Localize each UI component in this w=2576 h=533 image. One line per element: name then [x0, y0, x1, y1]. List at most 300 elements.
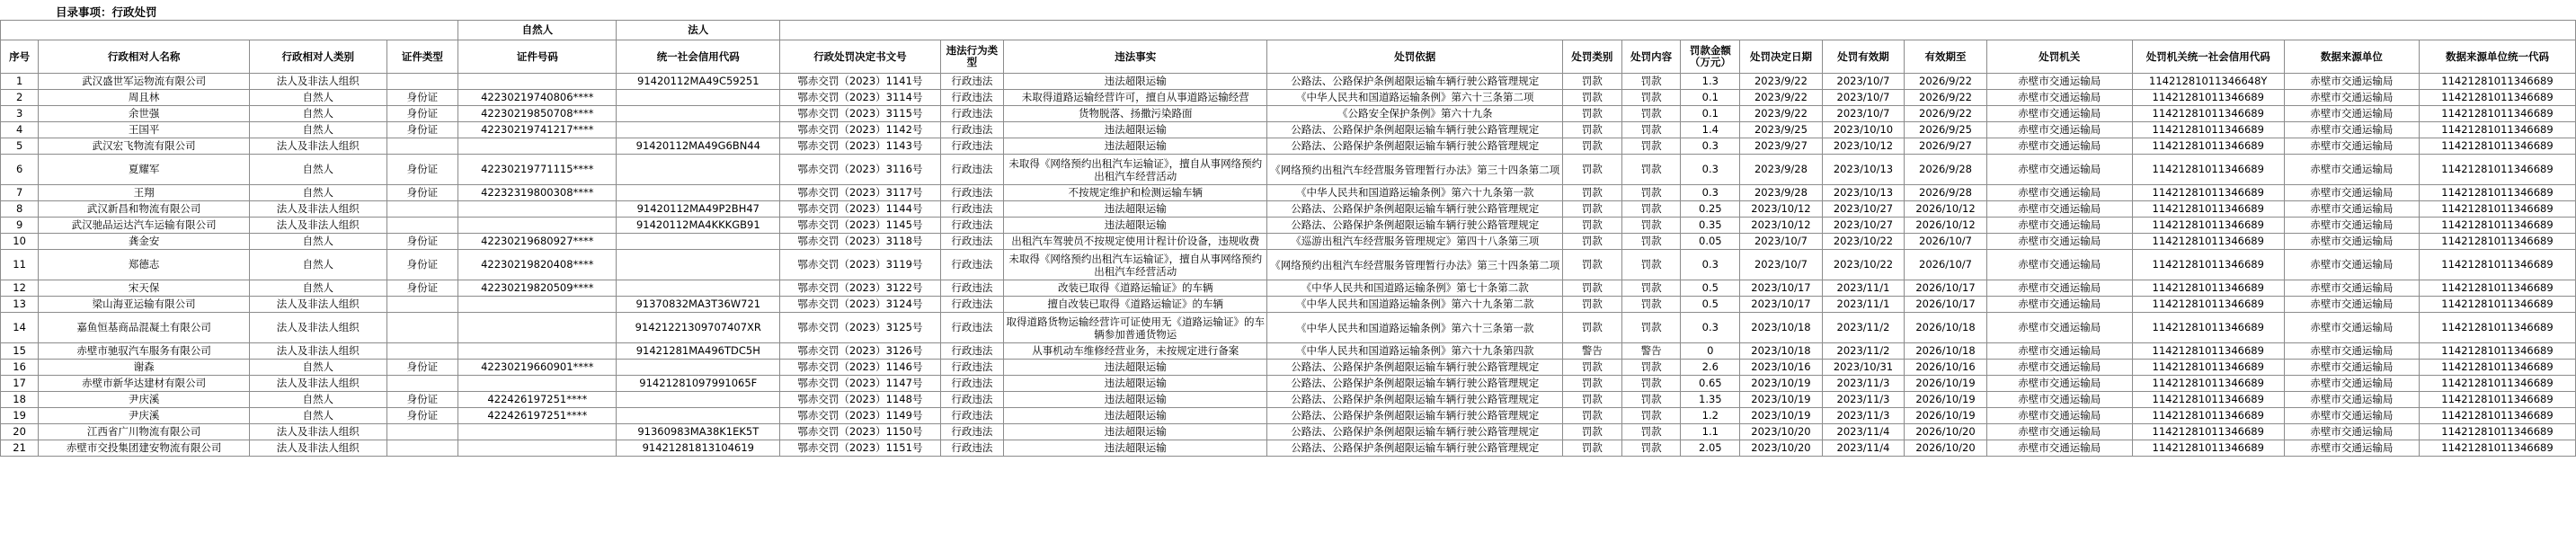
table-cell: 武汉宏飞物流有限公司 — [39, 138, 250, 155]
table-cell: 11421281011346689 — [2132, 201, 2284, 218]
table-cell: 91420112MA4KKKGB91 — [617, 218, 780, 234]
table-row — [1, 392, 2576, 408]
table-cell: 2023/11/2 — [1822, 343, 1905, 360]
table-cell: 11421281011346689 — [2419, 360, 2575, 376]
table-cell: 赤壁市交投集团建安物流有限公司 — [39, 440, 250, 457]
natural-person-group-header: 自然人 — [458, 21, 617, 40]
column-header: 处罚有效期 — [1822, 40, 1905, 74]
table-cell: 2023/9/28 — [1740, 155, 1823, 185]
table-cell: 罚款 — [1621, 376, 1681, 392]
table-cell: 8 — [1, 201, 39, 218]
table-cell — [386, 218, 458, 234]
table-cell — [386, 138, 458, 155]
table-cell: 《中华人民共和国道路运输条例》第六十九条第一款 — [1267, 185, 1563, 201]
table-cell: 11421281011346689 — [2419, 250, 2575, 280]
table-cell — [617, 90, 780, 106]
table-cell: 公路法、公路保护条例超限运输车辆行驶公路管理规定 — [1267, 440, 1563, 457]
table-cell: 法人及非法人组织 — [249, 424, 386, 440]
table-cell: 2023/9/22 — [1740, 74, 1823, 90]
table-cell: 赤壁市交通运输局 — [1986, 234, 2132, 250]
table-cell: 赤壁市交通运输局 — [2284, 424, 2419, 440]
table-cell: 赤壁市交通运输局 — [1986, 185, 2132, 201]
table-row — [1, 185, 2576, 201]
table-cell: 2023/10/13 — [1822, 185, 1905, 201]
table-cell: 5 — [1, 138, 39, 155]
table-cell: 2026/10/19 — [1905, 392, 1987, 408]
table-cell: 2026/9/28 — [1905, 155, 1987, 185]
table-cell: 罚款 — [1621, 313, 1681, 343]
table-cell: 2026/10/20 — [1905, 424, 1987, 440]
table-cell: 2023/10/18 — [1740, 313, 1823, 343]
table-cell: 警告 — [1621, 343, 1681, 360]
table-cell: 行政违法 — [940, 122, 1003, 138]
table-cell: 罚款 — [1621, 201, 1681, 218]
table-cell: 赤壁市交通运输局 — [1986, 376, 2132, 392]
table-cell: 2023/10/18 — [1740, 343, 1823, 360]
table-cell: 42230219660901**** — [458, 360, 617, 376]
table-cell: 1.3 — [1681, 74, 1740, 90]
table-cell: 行政违法 — [940, 106, 1003, 122]
table-cell: 赤壁市交通运输局 — [1986, 280, 2132, 297]
table-cell: 《中华人民共和国道路运输条例》第六十九条第二款 — [1267, 297, 1563, 313]
table-cell — [617, 185, 780, 201]
table-cell: 1.4 — [1681, 122, 1740, 138]
table-cell: 0.1 — [1681, 106, 1740, 122]
table-cell: 罚款 — [1563, 440, 1622, 457]
table-body — [1, 74, 2576, 457]
table-row — [1, 106, 2576, 122]
table-row — [1, 360, 2576, 376]
table-row — [1, 155, 2576, 185]
table-cell: 42232319800308**** — [458, 185, 617, 201]
table-cell: 11421281011346689 — [2132, 250, 2284, 280]
table-cell: 91421281MA496TDC5H — [617, 343, 780, 360]
table-cell: 赤壁市交通运输局 — [2284, 106, 2419, 122]
table-cell — [386, 343, 458, 360]
table-cell: 行政违法 — [940, 392, 1003, 408]
column-header: 违法事实 — [1004, 40, 1267, 74]
table-cell: 罚款 — [1621, 408, 1681, 424]
table-cell: 鄂赤交罚（2023）3119号 — [780, 250, 940, 280]
table-cell: 91420112MA49P2BH47 — [617, 201, 780, 218]
table-row — [1, 297, 2576, 313]
table-cell: 20 — [1, 424, 39, 440]
table-cell: 罚款 — [1563, 122, 1622, 138]
table-cell: 自然人 — [249, 408, 386, 424]
table-cell: 法人及非法人组织 — [249, 313, 386, 343]
table-cell: 11421281011346689 — [2132, 138, 2284, 155]
table-cell: 赤壁市交通运输局 — [1986, 218, 2132, 234]
table-row — [1, 138, 2576, 155]
table-cell: 公路法、公路保护条例超限运输车辆行驶公路管理规定 — [1267, 392, 1563, 408]
table-cell: 2023/9/28 — [1740, 185, 1823, 201]
table-cell: 2023/10/20 — [1740, 440, 1823, 457]
table-cell: 11421281011346689 — [2132, 392, 2284, 408]
table-cell: 赤壁市交通运输局 — [2284, 440, 2419, 457]
table-cell: 4 — [1, 122, 39, 138]
table-cell: 《巡游出租汽车经营服务管理规定》第四十八条第三项 — [1267, 234, 1563, 250]
column-header: 行政相对人类别 — [249, 40, 386, 74]
table-cell — [617, 280, 780, 297]
table-cell: 王翔 — [39, 185, 250, 201]
table-cell — [458, 74, 617, 90]
table-cell: 11421281011346689 — [2419, 234, 2575, 250]
table-row — [1, 250, 2576, 280]
table-cell: 违法超限运输 — [1004, 201, 1267, 218]
table-cell: 0.1 — [1681, 90, 1740, 106]
table-cell: 3 — [1, 106, 39, 122]
table-cell: 鄂赤交罚（2023）3122号 — [780, 280, 940, 297]
table-cell: 罚款 — [1563, 90, 1622, 106]
table-cell: 42230219740806**** — [458, 90, 617, 106]
table-cell: 2023/10/10 — [1822, 122, 1905, 138]
table-cell: 11421281011346689 — [2132, 122, 2284, 138]
table-cell: 0.3 — [1681, 250, 1740, 280]
table-cell: 13 — [1, 297, 39, 313]
table-cell: 行政违法 — [940, 74, 1003, 90]
table-cell: 罚款 — [1563, 201, 1622, 218]
table-cell: 武汉新昌和物流有限公司 — [39, 201, 250, 218]
table-cell: 11421281011346689 — [2132, 424, 2284, 440]
table-cell: 自然人 — [249, 106, 386, 122]
table-cell: 鄂赤交罚（2023）1145号 — [780, 218, 940, 234]
table-cell: 货物脱落、扬撒污染路面 — [1004, 106, 1267, 122]
table-cell: 18 — [1, 392, 39, 408]
table-cell: 违法超限运输 — [1004, 440, 1267, 457]
table-cell: 91420112MA49C59251 — [617, 74, 780, 90]
table-cell: 7 — [1, 185, 39, 201]
table-cell: 《中华人民共和国道路运输条例》第七十条第二款 — [1267, 280, 1563, 297]
table-cell — [617, 360, 780, 376]
table-cell: 鄂赤交罚（2023）1143号 — [780, 138, 940, 155]
table-cell: 行政违法 — [940, 218, 1003, 234]
table-cell: 赤壁市交通运输局 — [1986, 74, 2132, 90]
table-cell: 行政违法 — [940, 360, 1003, 376]
table-cell: 2023/10/7 — [1740, 234, 1823, 250]
table-cell: 行政违法 — [940, 90, 1003, 106]
table-cell: 未取得《网络预约出租汽车运输证》，擅自从事网络预约出租汽车经营活动 — [1004, 250, 1267, 280]
table-cell: 《公路安全保护条例》第六十九条 — [1267, 106, 1563, 122]
table-cell: 2023/10/12 — [1822, 138, 1905, 155]
table-cell: 1.2 — [1681, 408, 1740, 424]
table-cell: 91421281813104619 — [617, 440, 780, 457]
table-cell: 11421281011346689 — [2132, 297, 2284, 313]
table-cell: 罚款 — [1563, 106, 1622, 122]
table-cell: 赤壁市交通运输局 — [1986, 343, 2132, 360]
table-cell: 法人及非法人组织 — [249, 138, 386, 155]
table-cell: 法人及非法人组织 — [249, 440, 386, 457]
table-cell: 违法超限运输 — [1004, 218, 1267, 234]
table-cell: 0.05 — [1681, 234, 1740, 250]
table-cell: 2023/10/19 — [1740, 408, 1823, 424]
table-cell: 2023/10/7 — [1822, 90, 1905, 106]
table-cell: 2023/11/2 — [1822, 313, 1905, 343]
table-cell — [386, 424, 458, 440]
table-cell: 11421281011346689 — [2419, 74, 2575, 90]
table-cell: 罚款 — [1563, 138, 1622, 155]
table-cell: 11 — [1, 250, 39, 280]
table-cell — [617, 155, 780, 185]
table-cell: 91360983MA38K1EK5T — [617, 424, 780, 440]
column-header: 有效期至 — [1905, 40, 1987, 74]
table-cell: 《中华人民共和国道路运输条例》第六十三条第一款 — [1267, 313, 1563, 343]
page-title: 目录事项：行政处罚 — [56, 5, 157, 19]
table-cell: 0.3 — [1681, 138, 1740, 155]
column-header: 统一社会信用代码 — [617, 40, 780, 74]
table-cell: 91420112MA49G6BN44 — [617, 138, 780, 155]
table-cell: 尹庆溪 — [39, 392, 250, 408]
table-cell: 0.5 — [1681, 280, 1740, 297]
table-cell — [458, 297, 617, 313]
table-cell: 罚款 — [1563, 250, 1622, 280]
table-cell: 11421281011346689 — [2419, 313, 2575, 343]
table-cell: 2023/9/27 — [1740, 138, 1823, 155]
table-cell: 法人及非法人组织 — [249, 201, 386, 218]
table-cell: 罚款 — [1621, 360, 1681, 376]
table-cell: 赤壁市交通运输局 — [1986, 90, 2132, 106]
table-cell: 2023/11/3 — [1822, 408, 1905, 424]
table-row — [1, 201, 2576, 218]
table-cell — [458, 218, 617, 234]
table-cell: 自然人 — [249, 392, 386, 408]
table-cell: 罚款 — [1621, 440, 1681, 457]
table-cell: 谢森 — [39, 360, 250, 376]
table-row — [1, 74, 2576, 90]
table-cell — [386, 440, 458, 457]
group-header-row — [1, 21, 2576, 40]
table-cell: 《中华人民共和国道路运输条例》第六十三条第二项 — [1267, 90, 1563, 106]
table-cell: 罚款 — [1621, 234, 1681, 250]
table-cell: 罚款 — [1563, 392, 1622, 408]
table-cell: 赤壁市交通运输局 — [2284, 122, 2419, 138]
table-cell: 赤壁市交通运输局 — [1986, 155, 2132, 185]
table-cell: 《中华人民共和国道路运输条例》第六十九条第四款 — [1267, 343, 1563, 360]
table-cell: 行政违法 — [940, 408, 1003, 424]
table-cell: 11421281011346689 — [2419, 280, 2575, 297]
table-cell: 身份证 — [386, 122, 458, 138]
table-cell: 0.35 — [1681, 218, 1740, 234]
table-cell: 42230219741217**** — [458, 122, 617, 138]
column-header: 证件号码 — [458, 40, 617, 74]
table-cell: 梁山海亚运输有限公司 — [39, 297, 250, 313]
table-cell: 身份证 — [386, 392, 458, 408]
table-cell: 公路法、公路保护条例超限运输车辆行驶公路管理规定 — [1267, 424, 1563, 440]
column-header: 处罚内容 — [1621, 40, 1681, 74]
table-cell: 11421281011346689 — [2419, 106, 2575, 122]
table-cell: 赤壁市交通运输局 — [1986, 313, 2132, 343]
table-row — [1, 408, 2576, 424]
column-header: 违法行为类型 — [940, 40, 1003, 74]
table-cell: 16 — [1, 360, 39, 376]
table-row — [1, 90, 2576, 106]
table-cell: 法人及非法人组织 — [249, 343, 386, 360]
table-row — [1, 343, 2576, 360]
table-cell: 行政违法 — [940, 343, 1003, 360]
table-cell: 2023/10/12 — [1740, 201, 1823, 218]
table-cell: 赤壁市交通运输局 — [2284, 138, 2419, 155]
table-cell: 鄂赤交罚（2023）1148号 — [780, 392, 940, 408]
table-cell: 11421281011346689 — [2132, 280, 2284, 297]
table-cell: 11421281011346689 — [2132, 234, 2284, 250]
table-cell: 公路法、公路保护条例超限运输车辆行驶公路管理规定 — [1267, 376, 1563, 392]
table-cell: 法人及非法人组织 — [249, 297, 386, 313]
table-cell: 11421281011346689 — [2419, 343, 2575, 360]
table-cell: 罚款 — [1563, 297, 1622, 313]
table-cell: 11421281011346689 — [2419, 392, 2575, 408]
table-cell: 0.25 — [1681, 201, 1740, 218]
table-cell: 行政违法 — [940, 155, 1003, 185]
table-cell: 违法超限运输 — [1004, 122, 1267, 138]
table-cell: 2026/9/22 — [1905, 90, 1987, 106]
table-cell: 2023/10/16 — [1740, 360, 1823, 376]
table-cell: 17 — [1, 376, 39, 392]
table-cell: 11421281011346689 — [2419, 90, 2575, 106]
table-cell: 2026/10/12 — [1905, 218, 1987, 234]
table-cell — [386, 297, 458, 313]
table-cell: 11421281011346689 — [2419, 440, 2575, 457]
table-cell: 2023/10/17 — [1740, 280, 1823, 297]
table-cell: 赤壁市交通运输局 — [2284, 408, 2419, 424]
table-cell: 罚款 — [1563, 424, 1622, 440]
table-cell: 11421281011346689 — [2419, 201, 2575, 218]
table-cell: 鄂赤交罚（2023）1141号 — [780, 74, 940, 90]
table-cell: 11421281011346689 — [2132, 343, 2284, 360]
table-cell: 行政违法 — [940, 138, 1003, 155]
table-cell: 赤壁市交通运输局 — [1986, 297, 2132, 313]
table-cell: 6 — [1, 155, 39, 185]
table-cell: 2023/10/27 — [1822, 201, 1905, 218]
table-cell: 2026/10/16 — [1905, 360, 1987, 376]
table-cell: 自然人 — [249, 90, 386, 106]
table-cell: 11421281011346689 — [2132, 90, 2284, 106]
table-cell: 公路法、公路保护条例超限运输车辆行驶公路管理规定 — [1267, 408, 1563, 424]
table-cell: 公路法、公路保护条例超限运输车辆行驶公路管理规定 — [1267, 74, 1563, 90]
table-cell: 罚款 — [1621, 218, 1681, 234]
table-cell: 罚款 — [1563, 74, 1622, 90]
table-cell: 自然人 — [249, 155, 386, 185]
column-header: 行政处罚决定书文号 — [780, 40, 940, 74]
table-cell: 2023/10/22 — [1822, 250, 1905, 280]
column-header: 罚款金额（万元） — [1681, 40, 1740, 74]
table-cell: 身份证 — [386, 234, 458, 250]
table-cell: 91370832MA3T36W721 — [617, 297, 780, 313]
table-cell: 2026/10/19 — [1905, 376, 1987, 392]
table-cell: 赤壁市交通运输局 — [2284, 360, 2419, 376]
table-cell: 42230219820509**** — [458, 280, 617, 297]
table-cell: 行政违法 — [940, 376, 1003, 392]
column-header-row — [1, 40, 2576, 74]
table-cell: 0.65 — [1681, 376, 1740, 392]
table-cell: 宋天保 — [39, 280, 250, 297]
column-header: 数据来源单位统一代码 — [2419, 40, 2575, 74]
table-cell: 0.3 — [1681, 155, 1740, 185]
table-cell: 2023/10/20 — [1740, 424, 1823, 440]
table-cell: 违法超限运输 — [1004, 360, 1267, 376]
table-cell: 11421281011346689 — [2132, 185, 2284, 201]
table-cell: 2023/10/27 — [1822, 218, 1905, 234]
table-cell: 赤壁市交通运输局 — [2284, 392, 2419, 408]
table-cell: 11421281011346689 — [2419, 376, 2575, 392]
table-cell: 11421281011346689 — [2419, 218, 2575, 234]
table-cell: 鄂赤交罚（2023）3118号 — [780, 234, 940, 250]
table-cell: 罚款 — [1621, 392, 1681, 408]
table-cell: 422426197251**** — [458, 408, 617, 424]
table-cell — [458, 440, 617, 457]
table-cell: 取得道路货物运输经营许可证使用无《道路运输证》的车辆参加普通货物运 — [1004, 313, 1267, 343]
table-cell: 从事机动车维修经营业务，未按规定进行备案 — [1004, 343, 1267, 360]
table-cell: 身份证 — [386, 250, 458, 280]
table-cell: 11421281011346689 — [2419, 185, 2575, 201]
table-cell: 赤壁市交通运输局 — [2284, 201, 2419, 218]
table-cell: 鄂赤交罚（2023）1144号 — [780, 201, 940, 218]
table-cell: 行政违法 — [940, 313, 1003, 343]
table-row — [1, 218, 2576, 234]
table-cell: 鄂赤交罚（2023）3117号 — [780, 185, 940, 201]
table-row — [1, 440, 2576, 457]
table-cell: 0.3 — [1681, 185, 1740, 201]
table-cell: 2 — [1, 90, 39, 106]
column-header: 处罚依据 — [1267, 40, 1563, 74]
table-cell: 行政违法 — [940, 250, 1003, 280]
table-cell: 公路法、公路保护条例超限运输车辆行驶公路管理规定 — [1267, 138, 1563, 155]
table-cell: 行政违法 — [940, 297, 1003, 313]
table-cell — [617, 250, 780, 280]
table-cell: 2023/10/7 — [1822, 106, 1905, 122]
table-cell: 身份证 — [386, 185, 458, 201]
table-cell: 0.3 — [1681, 313, 1740, 343]
table-cell: 行政违法 — [940, 440, 1003, 457]
table-cell: 罚款 — [1563, 313, 1622, 343]
table-cell: 身份证 — [386, 360, 458, 376]
table-cell: 10 — [1, 234, 39, 250]
table-cell: 2026/9/22 — [1905, 74, 1987, 90]
table-cell: 2026/10/19 — [1905, 408, 1987, 424]
table-cell: 身份证 — [386, 90, 458, 106]
table-cell — [617, 408, 780, 424]
table-cell: 2.05 — [1681, 440, 1740, 457]
table-cell: 赤壁市交通运输局 — [2284, 155, 2419, 185]
table-cell: 2023/11/4 — [1822, 424, 1905, 440]
table-cell: 11421281011346689 — [2132, 155, 2284, 185]
table-cell: 2023/10/12 — [1740, 218, 1823, 234]
table-cell: 武汉盛世军运物流有限公司 — [39, 74, 250, 90]
table-cell: 身份证 — [386, 408, 458, 424]
table-cell: 郑德志 — [39, 250, 250, 280]
table-cell: 2026/10/17 — [1905, 297, 1987, 313]
table-cell: 赤壁市交通运输局 — [2284, 280, 2419, 297]
table-cell: 42230219820408**** — [458, 250, 617, 280]
table-cell: 身份证 — [386, 106, 458, 122]
table-cell: 422426197251**** — [458, 392, 617, 408]
table-cell: 罚款 — [1621, 90, 1681, 106]
table-cell: 2023/10/17 — [1740, 297, 1823, 313]
table-cell: 鄂赤交罚（2023）3124号 — [780, 297, 940, 313]
table-cell: 鄂赤交罚（2023）1151号 — [780, 440, 940, 457]
table-cell — [617, 106, 780, 122]
table-cell: 11421281011346689 — [2132, 313, 2284, 343]
table-cell: 2023/11/3 — [1822, 376, 1905, 392]
table-cell — [458, 424, 617, 440]
table-cell: 法人及非法人组织 — [249, 376, 386, 392]
table-row — [1, 376, 2576, 392]
table-cell: 违法超限运输 — [1004, 392, 1267, 408]
table-cell: 《网络预约出租汽车经营服务管理暂行办法》第三十四条第二项 — [1267, 155, 1563, 185]
table-cell: 2026/9/22 — [1905, 106, 1987, 122]
table-row — [1, 424, 2576, 440]
table-cell: 自然人 — [249, 250, 386, 280]
table-cell: 未取得道路运输经营许可，擅自从事道路运输经营 — [1004, 90, 1267, 106]
table-cell: 2023/10/22 — [1822, 234, 1905, 250]
